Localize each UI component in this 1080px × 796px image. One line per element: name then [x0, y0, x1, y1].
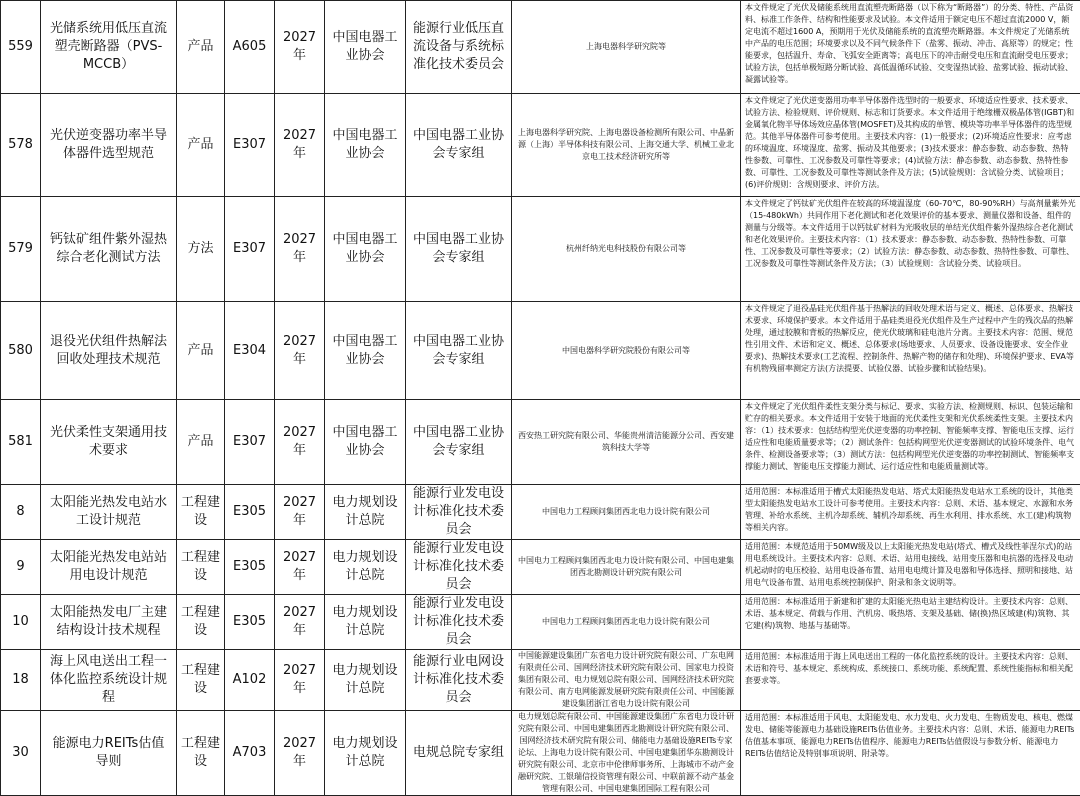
row-number: 559 [1, 1, 41, 94]
drafting-units: 中国能源建设集团广东省电力设计研究院有限公司、广东电网有限责任公司、国网经济技术研究院有限公司、国家电力投资集团有限公司、电力规划总院有限公司、国网经济技术研究院有限公司、南方电网能源发展研究院有限责任公司、中国能源建设集团浙江省电力设计院有限公司 [512, 650, 741, 711]
managing-organization: 电力规划设计总院 [325, 595, 406, 650]
standard-code: E307 [225, 197, 275, 302]
scope-description [741, 197, 1080, 302]
completion-year: 2027年 [275, 302, 325, 400]
drafting-units: 中国电力工程顾问集团西北电力设计院有限公司 [512, 485, 741, 540]
scope-description-text: 本文件规定了光伏逆变器用功率半导体器件选型时的一般要求、环境适应性要求、技术要求、试验方法、检验规则、评价规则、标志和订货要求。本文件适用于绝缘栅双极晶体管(IGBT)和金属氧化物半导体场效应晶体管(MOSFET)及其构成的单管、模块等功率半导体器件的选型规范。其他半导体器件可参考使用。主要技术内容：(1)一般要求；(2)环境适应性要求：应考虑的环境温度、环境湿度、盐雾、振动及其他要求；(3)技术要求：静态参数、动态参数、热特性参数、可靠性、工况参数及可靠性等要求；(4)试验方法：静态参数、动态参数、热特性参数、可靠性、工况参数及可靠性等测试条件及方法；(5)试验规则：含试验分类、试验项目；(6)评价规则：含规则要求、评价方法。 [745, 95, 1076, 191]
managing-organization: 电力规划设计总院 [325, 540, 406, 595]
row-number: 578 [1, 94, 41, 197]
drafting-units: 上海电器科学研究院等 [512, 1, 741, 94]
table-row [1, 1, 1080, 94]
standard-category: 工程建设 [177, 595, 225, 650]
table-row [1, 711, 1080, 796]
scope-description-text: 本文件规定了光伏组件柔性支架分类与标记、要求、实验方法、检测规则、标识、包装运输和贮存的相关要求。本文件适用于安装于地面的光伏柔性支架和光伏系统柔性支架。主要技术内容：（1）技术要求：包括结构型光伏逆变器的功率控制、智能频率支撑、智能电压支撑、运行适应性和电能质量要求等；（2）测试条件：包括构网型光伏逆变器测试的试验环境条件、电气条件、检测设备要求等；（3）测试方法：包括构网型光伏逆变器的功率控制测试、智能频率支撑能力测试、智能电压支撑能力测试、运行适应性和电能质量测试等。 [745, 401, 1076, 473]
technical-committee: 电规总院专家组 [406, 711, 512, 796]
scope-description [741, 540, 1080, 595]
row-number: 8 [1, 485, 41, 540]
completion-year: 2027年 [275, 94, 325, 197]
completion-year: 2027年 [275, 1, 325, 94]
standard-category: 工程建设 [177, 650, 225, 711]
managing-organization: 中国电器工业协会 [325, 400, 406, 485]
table-row [1, 650, 1080, 711]
technical-committee: 中国电器工业协会专家组 [406, 400, 512, 485]
standard-name: 光储系统用低压直流塑壳断路器（PVS-MCCB） [41, 1, 177, 94]
table-row [1, 400, 1080, 485]
table-row [1, 485, 1080, 540]
completion-year: 2027年 [275, 400, 325, 485]
standard-name: 钙钛矿组件紫外湿热综合老化测试方法 [41, 197, 177, 302]
drafting-units: 杭州纤纳光电科技股份有限公司等 [512, 197, 741, 302]
completion-year: 2027年 [275, 197, 325, 302]
managing-organization: 电力规划设计总院 [325, 711, 406, 796]
table-row [1, 94, 1080, 197]
scope-description-text: 适用范围：本标准适用于风电、太阳能发电、水力发电、火力发电、生物质发电、核电、燃煤发电、储能等能源电力基础设施REITs估值业务。主要技术内容：总则、术语、能源电力REITs估值基本事项、能源电力REITs估值程序、能源电力REITs估值假设与参数分析、能源电力REITs估值结论及特别事项说明、附录等。 [745, 712, 1076, 760]
table-row [1, 197, 1080, 302]
scope-description-text: 本文件规定了退役晶硅光伏组件基于热解法的回收处理术语与定义、概述、总体要求、热解技术要求、环境保护要求。本文件适用于晶硅类退役光伏组件及生产过程中产生的残次品的热解处理，通过胶膜和背板的热解反应，使光伏玻璃和硅电池片分离。主要技术内容：范围、规范性引用文件、术语和定义、概述、总体要求(场地要求、人员要求、设备设施要求、安全作业要求)、热解技术要求(工艺流程、控制条件、热解产物的储存和处理)、环境保护要求、EVA等有机物残留率测定方法(方法提要、试验仪器、试验步骤和试验结果)。 [745, 303, 1076, 375]
technical-committee: 能源行业发电设计标准化技术委员会 [406, 540, 512, 595]
drafting-units: 中国电力工程顾问集团西北电力设计院有限公司 [512, 595, 741, 650]
standard-code: E307 [225, 400, 275, 485]
completion-year: 2027年 [275, 485, 325, 540]
standard-category: 产品 [177, 302, 225, 400]
scope-description [741, 1, 1080, 94]
managing-organization: 中国电器工业协会 [325, 1, 406, 94]
standard-category: 工程建设 [177, 485, 225, 540]
scope-description [741, 650, 1080, 711]
scope-description-text: 适用范围：本标准适用于新建和扩建的太阳能光热电站主建结构设计。主要技术内容：总则、术语、基本规定、荷载与作用、汽机房、吸热塔、支架及基础、储(换)热区域建(构)筑物、其它建(构)筑物、地基与基础等。 [745, 596, 1076, 632]
technical-committee: 能源行业发电设计标准化技术委员会 [406, 595, 512, 650]
technical-committee: 能源行业发电设计标准化技术委员会 [406, 485, 512, 540]
managing-organization: 电力规划设计总院 [325, 485, 406, 540]
technical-committee: 中国电器工业协会专家组 [406, 302, 512, 400]
drafting-units: 上海电器科学研究院、上海电器设备检测所有限公司、中晶新源（上海）半导体科技有限公司、上海交通大学、机械工业北京电工技术经济研究所等 [512, 94, 741, 197]
scope-description [741, 400, 1080, 485]
standard-name: 海上风电送出工程一体化监控系统设计规程 [41, 650, 177, 711]
standard-code: A605 [225, 1, 275, 94]
standard-category: 产品 [177, 94, 225, 197]
table-row [1, 540, 1080, 595]
scope-description-text: 适用范围：本标准适用于海上风电送出工程的一体化监控系统的设计。主要技术内容：总则、术语和符号、基本规定、系统构成、系统接口、系统功能、系统配置、系统性能指标和相关配套要求等。 [745, 651, 1076, 687]
scope-description-text: 适用范围：本规范适用于50MW级及以上太阳能光热发电站(塔式、槽式及线性菲涅尔式)的站用电系统设计。主要技术内容：总则、术语、站用电接线、站用变压器和电抗器的选择及电动机起动时的电压校验、站用电设备布置、站用电电缆计算及电器和导体选择、照明和接地、站用电气设备布置、站用电系统控制保护、附录和条文说明等。 [745, 541, 1076, 589]
table-body [1, 1, 1080, 796]
scope-description-text: 本文件规定了光伏及储能系统用直流塑壳断路器（以下称为“断路器”）的分类、特性、产品资料、标准工作条件、结构和性能要求及试验。本文件适用于额定电压不超过直流2000 V，额定电流不超过1600 A，预期用于光伏及储能系统的直流塑壳断路器。本文件规定了光储系统中产品的电压范围；环境要求以及不同气候条件下（盐雾、振动、冲击、高原等）的规定；性能要求，包括温升、寿命、飞弧安全距离等；高电压下的冲击耐受电压和直流耐受电压要求；试验方法，包括单极短路分断试验、高低温循环试验、交变湿热试验、盐雾试验、振动试验、凝露试验等。 [745, 2, 1076, 86]
standard-category: 工程建设 [177, 540, 225, 595]
managing-organization: 中国电器工业协会 [325, 94, 406, 197]
standard-code: E307 [225, 94, 275, 197]
technical-committee: 能源行业电网设计标准化技术委员会 [406, 650, 512, 711]
standard-category: 产品 [177, 400, 225, 485]
managing-organization: 电力规划设计总院 [325, 650, 406, 711]
standard-category: 产品 [177, 1, 225, 94]
technical-committee: 能源行业低压直流设备与系统标准化技术委员会 [406, 1, 512, 94]
scope-description [741, 302, 1080, 400]
drafting-units: 中国电器科学研究院股份有限公司等 [512, 302, 741, 400]
standard-category: 工程建设 [177, 711, 225, 796]
completion-year: 2027年 [275, 595, 325, 650]
standard-category: 方法 [177, 197, 225, 302]
standard-name: 光伏逆变器功率半导体器件选型规范 [41, 94, 177, 197]
completion-year: 2027年 [275, 540, 325, 595]
table-row [1, 302, 1080, 400]
scope-description [741, 595, 1080, 650]
completion-year: 2027年 [275, 711, 325, 796]
drafting-units: 电力规划总院有限公司、中国能源建设集团广东省电力设计研究院有限公司、中国电建集团西北勘测设计研究院有限公司、国网经济技术研究院有限公司、储能电力基础设施REITs专家论坛、上海电力设计院有限公司、中国电建集团华东勘测设计研究院有限公司、北京市中伦律师事务所、上海城市不动产金融研究院、工银瑞信投资管理有限公司、中联前源不动产基金管理有限公司、中国电建集团国际工程有限公司 [512, 711, 741, 796]
scope-description [741, 711, 1080, 796]
row-number: 581 [1, 400, 41, 485]
scope-description-text: 适用范围：本标准适用于槽式太阳能热发电站、塔式太阳能热发电站水工系统的设计，其他类型太阳能热发电站水工设计可参考使用。主要技术内容：总则、术语、基本规定、水源和水务管理、补给水系统、主机冷却系统、辅机冷却系统、再生水利用、排水系统、水工(建)构筑物等相关内容。 [745, 486, 1076, 534]
managing-organization: 中国电器工业协会 [325, 302, 406, 400]
table-row [1, 595, 1080, 650]
standard-name: 太阳能光热发电站水工设计规范 [41, 485, 177, 540]
technical-committee: 中国电器工业协会专家组 [406, 197, 512, 302]
row-number: 9 [1, 540, 41, 595]
scope-description [741, 94, 1080, 197]
drafting-units: 西安热工研究院有限公司、华能贵州清洁能源分公司、西安建筑科技大学等 [512, 400, 741, 485]
standard-name: 光伏柔性支架通用技术要求 [41, 400, 177, 485]
standard-code: E304 [225, 302, 275, 400]
completion-year: 2027年 [275, 650, 325, 711]
drafting-units: 中国电力工程顾问集团西北电力设计院有限公司、中国电建集团西北勘测设计研究院有限公司 [512, 540, 741, 595]
standard-name: 能源电力REITs估值导则 [41, 711, 177, 796]
technical-committee: 中国电器工业协会专家组 [406, 94, 512, 197]
standard-code: A703 [225, 711, 275, 796]
standard-code: E305 [225, 485, 275, 540]
row-number: 30 [1, 711, 41, 796]
standard-name: 太阳能光热发电站站用电设计规范 [41, 540, 177, 595]
standard-name: 太阳能热发电厂主建结构设计技术规程 [41, 595, 177, 650]
standard-code: E305 [225, 595, 275, 650]
standard-code: E305 [225, 540, 275, 595]
standard-code: A102 [225, 650, 275, 711]
scope-description [741, 485, 1080, 540]
standard-name: 退役光伏组件热解法回收处理技术规范 [41, 302, 177, 400]
row-number: 10 [1, 595, 41, 650]
managing-organization: 中国电器工业协会 [325, 197, 406, 302]
scope-description-text: 本文件规定了钙钛矿光伏组件在较高的环境温湿度（60-70℃，80-90%RH）与高剂量紫外光（15-480kWh）共同作用下老化测试和老化效果评价的基本要求、测量仪器和设备、组件的测量与分级等。本文件适用于以钙钛矿材料为光吸收层的单结光伏组件紫外湿热综合老化测试和老化效果评价。主要技术内容：（1）技术要求：静态参数、动态参数、热特性参数、可靠性、工况参数及可靠性等要求；（2）试验方法：静态参数、动态参数、热特性参数、可靠性、工况参数及可靠性等测试条件及方法；（3）试验规则：含试验分类、试验项目。 [745, 198, 1076, 270]
row-number: 580 [1, 302, 41, 400]
row-number: 579 [1, 197, 41, 302]
row-number: 18 [1, 650, 41, 711]
